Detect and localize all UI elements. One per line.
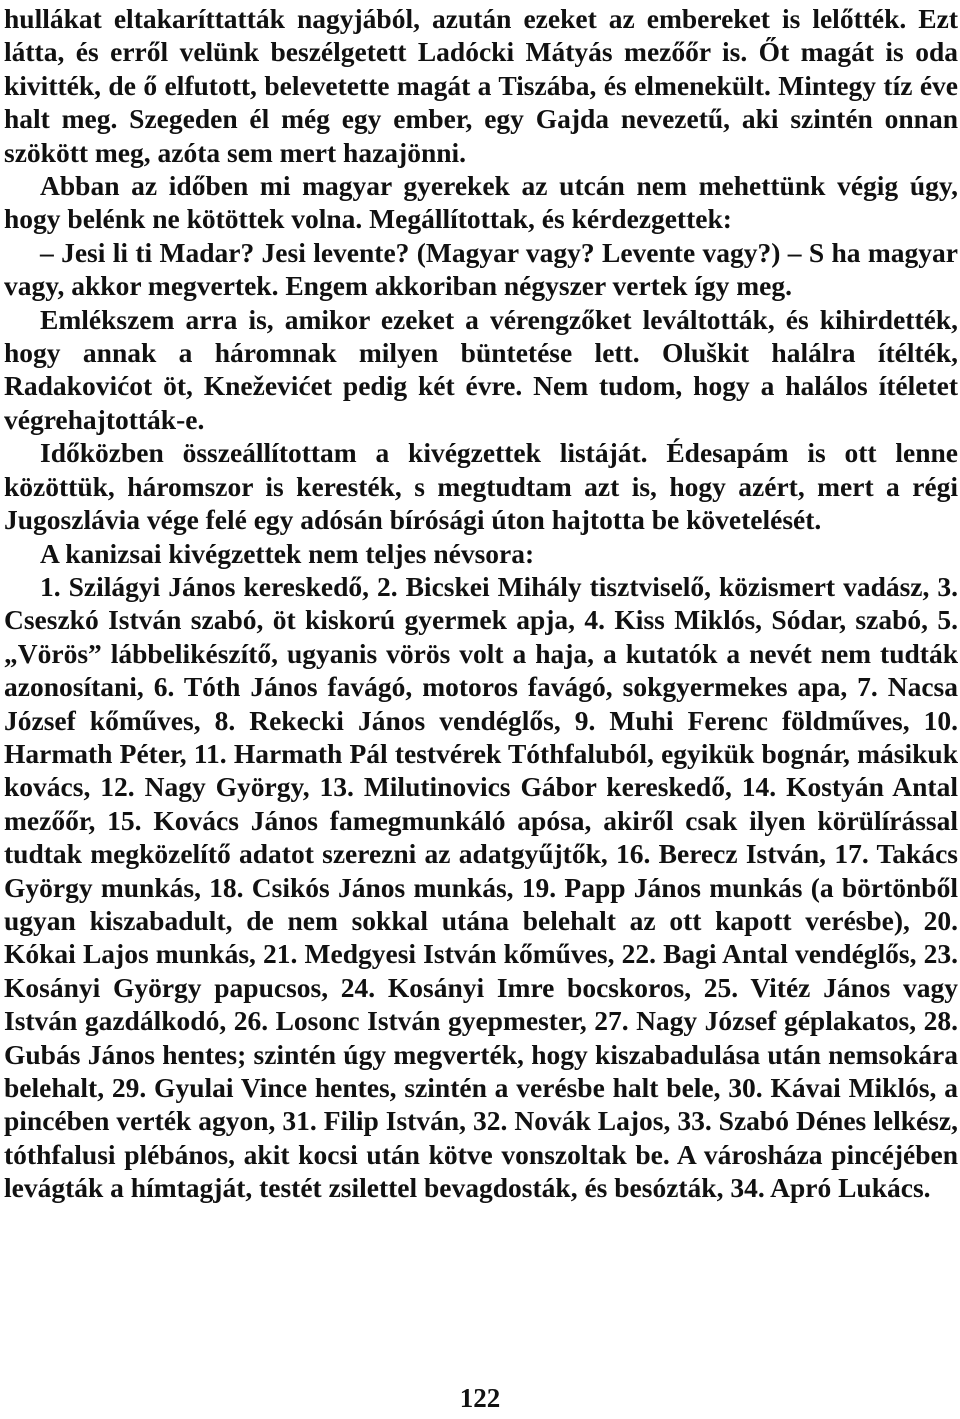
victims-list: 1. Szilágyi János kereskedő, 2. Bicskei Mihály tisztviselő, közismert vadász, 3. Cseszkó István szabó, öt kiskorú gyermek apja, 4. Kiss Miklós, Sódar, szabó, 5. „Vörös” lábbelikészítő, ugyanis vörös volt a haja, a kutatók a nevét nem tudták azonosítani, 6. Tóth János favágó, motoros favágó, sokgyermekes apa, 7. Nacsa József kőműves, 8. Rekecki János vendéglős, 9. Muhi Ferenc földműves, 10. Harmath Péter, 11. Harmath Pál testvérek Tóthfaluból, egyikük bognár, másikuk kovács, 12. Nagy György, 13. Milutinovics Gábor kereskedő, 14. Kostyán Antal mezőőr, 15. Kovács János famegmunkáló apósa, akiről csak ilyen körülírással tudtak megközelítő adatot szerezni az adatgyűjtők, 16. Berecz István, 17. Takács György munkás, 18. Csikós János munkás, 19. Papp János munkás (a börtönből ugyan kiszabadult, de nem sokkal utána belehalt az ott kapott verésbe), 20. Kókai Lajos munkás, 21. Medgyesi István kőműves, 22. Bagi Antal vendéglős, 23. Kosányi György papucsos, 24. Kosányi Imre bocskoros, 25. Vitéz János vagy István gazdálkodó, 26. Losonc István gyepmester, 27. Nagy József géplakatos, 28. Gubás János hentes; szintén úgy megverték, hogy kiszabadulása után nemsokára belehalt, 29. Gyulai Vince hentes, szintén a verésbe halt bele, 30. Kávai Miklós, a pincében verték agyon, 31. Filip István, 32. Novák Lajos, 33. Szabó Dénes lelkész, tóthfalusi plébános, akit kocsi után kötve vonszoltak be. A városháza pincéjében levágták a hímtagját, testét zsilettel bevagdosták, és besózták, 34. Apró Lukács. xyxy=(4,570,958,1204)
list-heading: A kanizsai kivégzettek nem teljes névsora: xyxy=(40,537,535,569)
paragraph-4: Emlékszem arra is, amikor ezeket a vérengzőket leváltották, és kihirdették, hogy annak a háromnak milyen büntetése lett. Oluškit halálra ítélték, Radakovićot öt, Kneževićet pedig két évre. Nem tudom, hogy a halálos ítéletet végrehajtották-e. xyxy=(4,303,958,435)
body-text xyxy=(4,2,958,1205)
paragraph-2: Abban az időben mi magyar gyerekek az utcán nem mehettünk végig úgy, hogy belénk ne kötöttek volna. Megállítottak, és kérdezgettek: xyxy=(4,170,958,235)
paragraph-5: Időközben összeállítottam a kivégzettek listáját. Édesapám is ott lenne közöttük, háromszor is keresték, s megtudtam azt is, hogy azért, mert a régi Jugoszlávia vége felé egy adósán bírósági úton hajtotta be követelését. xyxy=(4,437,958,536)
paragraph-3: – Jesi li ti Madar? Jesi levente? (Magyar vagy? Levente vagy?) – S ha magyar vagy, akkor megvertek. Engem akkoriban négyszer vertek így meg. xyxy=(4,236,958,302)
page-number: 122 xyxy=(459,1383,501,1413)
paragraph-1: hullákat eltakaríttatták nagyjából, azután ezeket az embereket is lelőtték. Ezt látta, és erről velünk beszélgetett Ladócki Mátyás mezőőr is. Őt magát is oda kivitték, de ő elfutott, belevetette magát a Tiszába, és elmenekült. Mintegy tíz éve halt meg. Szegeden él még egy ember, egy Gajda nevezetű, aki szintén onnan szökött meg, azóta sem mert hazajönni. xyxy=(4,3,958,168)
